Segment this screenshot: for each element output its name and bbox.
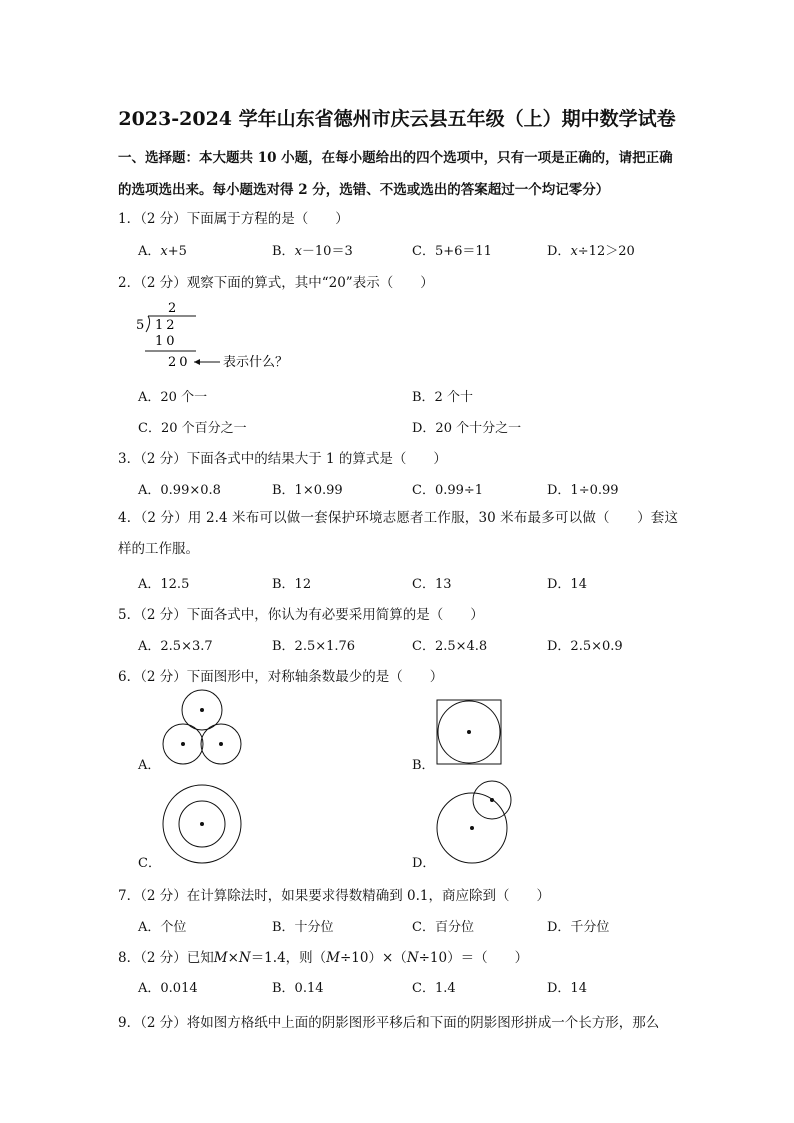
question-4-stem: 4．（2 分）用 2.4 米布可以做一套保护环境志愿者工作服，30 米布最多可以做（ ）套这样的工作服。 [118, 510, 678, 557]
division-annotation: 表示什么？ [223, 355, 289, 370]
q4-option-a[interactable]: A．12.5 [138, 577, 190, 592]
division-divisor: 5 [136, 318, 145, 333]
q1-option-d-var: x [570, 244, 578, 259]
division-remainder: 20 [168, 355, 191, 370]
question-9-stem: 9．（2 分）将如图方格纸中上面的阴影图形平移后和下面的阴影图形拼成一个长方形，那么 [118, 1015, 660, 1031]
q1-option-a[interactable] [138, 240, 187, 259]
q5-option-b[interactable]: B．2.5×1.76 [272, 639, 356, 654]
q7-option-b[interactable]: B．十分位 [272, 920, 334, 935]
q1-option-b-var: x [294, 244, 302, 259]
question-7-stem: 7．（2 分）在计算除法时，如果要求得数精确到 0.1，商应除到（ ） [118, 888, 550, 904]
q1-option-d-label: D． [547, 244, 571, 259]
q1-option-a-label: A． [138, 244, 161, 259]
division-quotient: 2 [168, 301, 177, 316]
concentric-circles-figure [162, 784, 246, 866]
q6-option-c[interactable]: C． [138, 856, 161, 871]
question-1-stem: 1．（2 分）下面属于方程的是（ ） [118, 211, 349, 227]
question-5-stem: 5．（2 分）下面各式中，你认为有必要采用简算的是（ ） [118, 607, 484, 623]
question-6-stem: 6．（2 分）下面图形中，对称轴条数最少的是（ ） [118, 669, 444, 685]
page-title: 2023-2024 学年山东省德州市庆云县五年级（上）期中数学试卷 [118, 108, 676, 130]
q5-option-a[interactable]: A．2.5×3.7 [138, 639, 213, 654]
q2-option-a[interactable]: A．20 个一 [138, 390, 208, 405]
q1-option-a-text: +5 [167, 244, 187, 259]
q1-option-b-text: －10＝3 [301, 244, 353, 259]
q1-option-d-text: ÷12＞20 [577, 244, 635, 259]
q3-option-b[interactable]: B．1×0.99 [272, 483, 343, 498]
q5-option-c[interactable]: C．2.5×4.8 [412, 639, 488, 654]
q2-option-c[interactable]: C．20 个百分之一 [138, 421, 247, 436]
q8-postfix: ÷10）＝（ ） [418, 950, 529, 966]
q8-middle2: ÷10）×（ [340, 950, 407, 966]
q7-option-d[interactable]: D．千分位 [547, 920, 610, 935]
q8-var-m2: M [326, 950, 340, 966]
q8-option-a[interactable]: A．0.014 [138, 981, 198, 996]
q6-option-b[interactable]: B． [412, 758, 435, 773]
q8-var-n: N [238, 950, 251, 966]
q7-option-c[interactable]: C．百分位 [412, 920, 474, 935]
q1-option-c[interactable]: C．5+6＝11 [412, 244, 492, 259]
question-2-stem: 2．（2 分）观察下面的算式，其中“20”表示（ ） [118, 275, 434, 291]
q5-option-d[interactable]: D．2.5×0.9 [547, 639, 623, 654]
q8-times: × [227, 950, 239, 966]
q8-option-b[interactable]: B．0.14 [272, 981, 324, 996]
q8-var-m: M [213, 950, 228, 966]
q1-option-b-label: B． [272, 244, 295, 259]
q8-option-d[interactable]: D．14 [547, 981, 587, 996]
q8-var-n2: N [406, 950, 419, 966]
q4-option-d[interactable]: D．14 [547, 577, 587, 592]
circle-in-square-figure [436, 699, 504, 767]
q1-option-a-var: x [160, 244, 168, 259]
q8-prefix: 8．（2 分）已知 [118, 950, 214, 966]
division-dividend: 12 [155, 318, 178, 333]
q7-option-a[interactable]: A．个位 [138, 920, 187, 935]
long-division-figure [130, 296, 330, 376]
overlapping-circles-figure [436, 778, 516, 868]
q6-option-d[interactable]: D． [412, 856, 436, 871]
q3-option-a[interactable]: A．0.99×0.8 [138, 483, 221, 498]
q2-option-b[interactable]: B．2 个十 [412, 390, 473, 405]
division-product: 10 [155, 334, 178, 349]
q6-option-a[interactable]: A． [138, 758, 161, 773]
q1-option-b[interactable] [272, 240, 353, 259]
q4-option-c[interactable]: C．13 [412, 577, 452, 592]
section-header: 一、选择题：本大题共 10 小题，在每小题给出的四个选项中，只有一项是正确的，请把正确的选项选出来。每小题选对得 2 分，选错、不选或选出的答案超过一个均记零分） [118, 150, 673, 198]
question-8-stem [118, 946, 528, 966]
q3-option-c[interactable]: C．0.99÷1 [412, 483, 484, 498]
q8-middle: ＝1.4，则（ [250, 950, 327, 966]
q4-option-b[interactable]: B．12 [272, 577, 312, 592]
q1-option-d[interactable] [547, 240, 635, 259]
q3-option-d[interactable]: D．1÷0.99 [547, 483, 619, 498]
three-circles-figure [160, 688, 244, 768]
q8-option-c[interactable]: C．1.4 [412, 981, 456, 996]
q2-option-d[interactable]: D．20 个十分之一 [412, 421, 522, 436]
question-3-stem: 3．（2 分）下面各式中的结果大于 1 的算式是（ ） [118, 451, 447, 467]
